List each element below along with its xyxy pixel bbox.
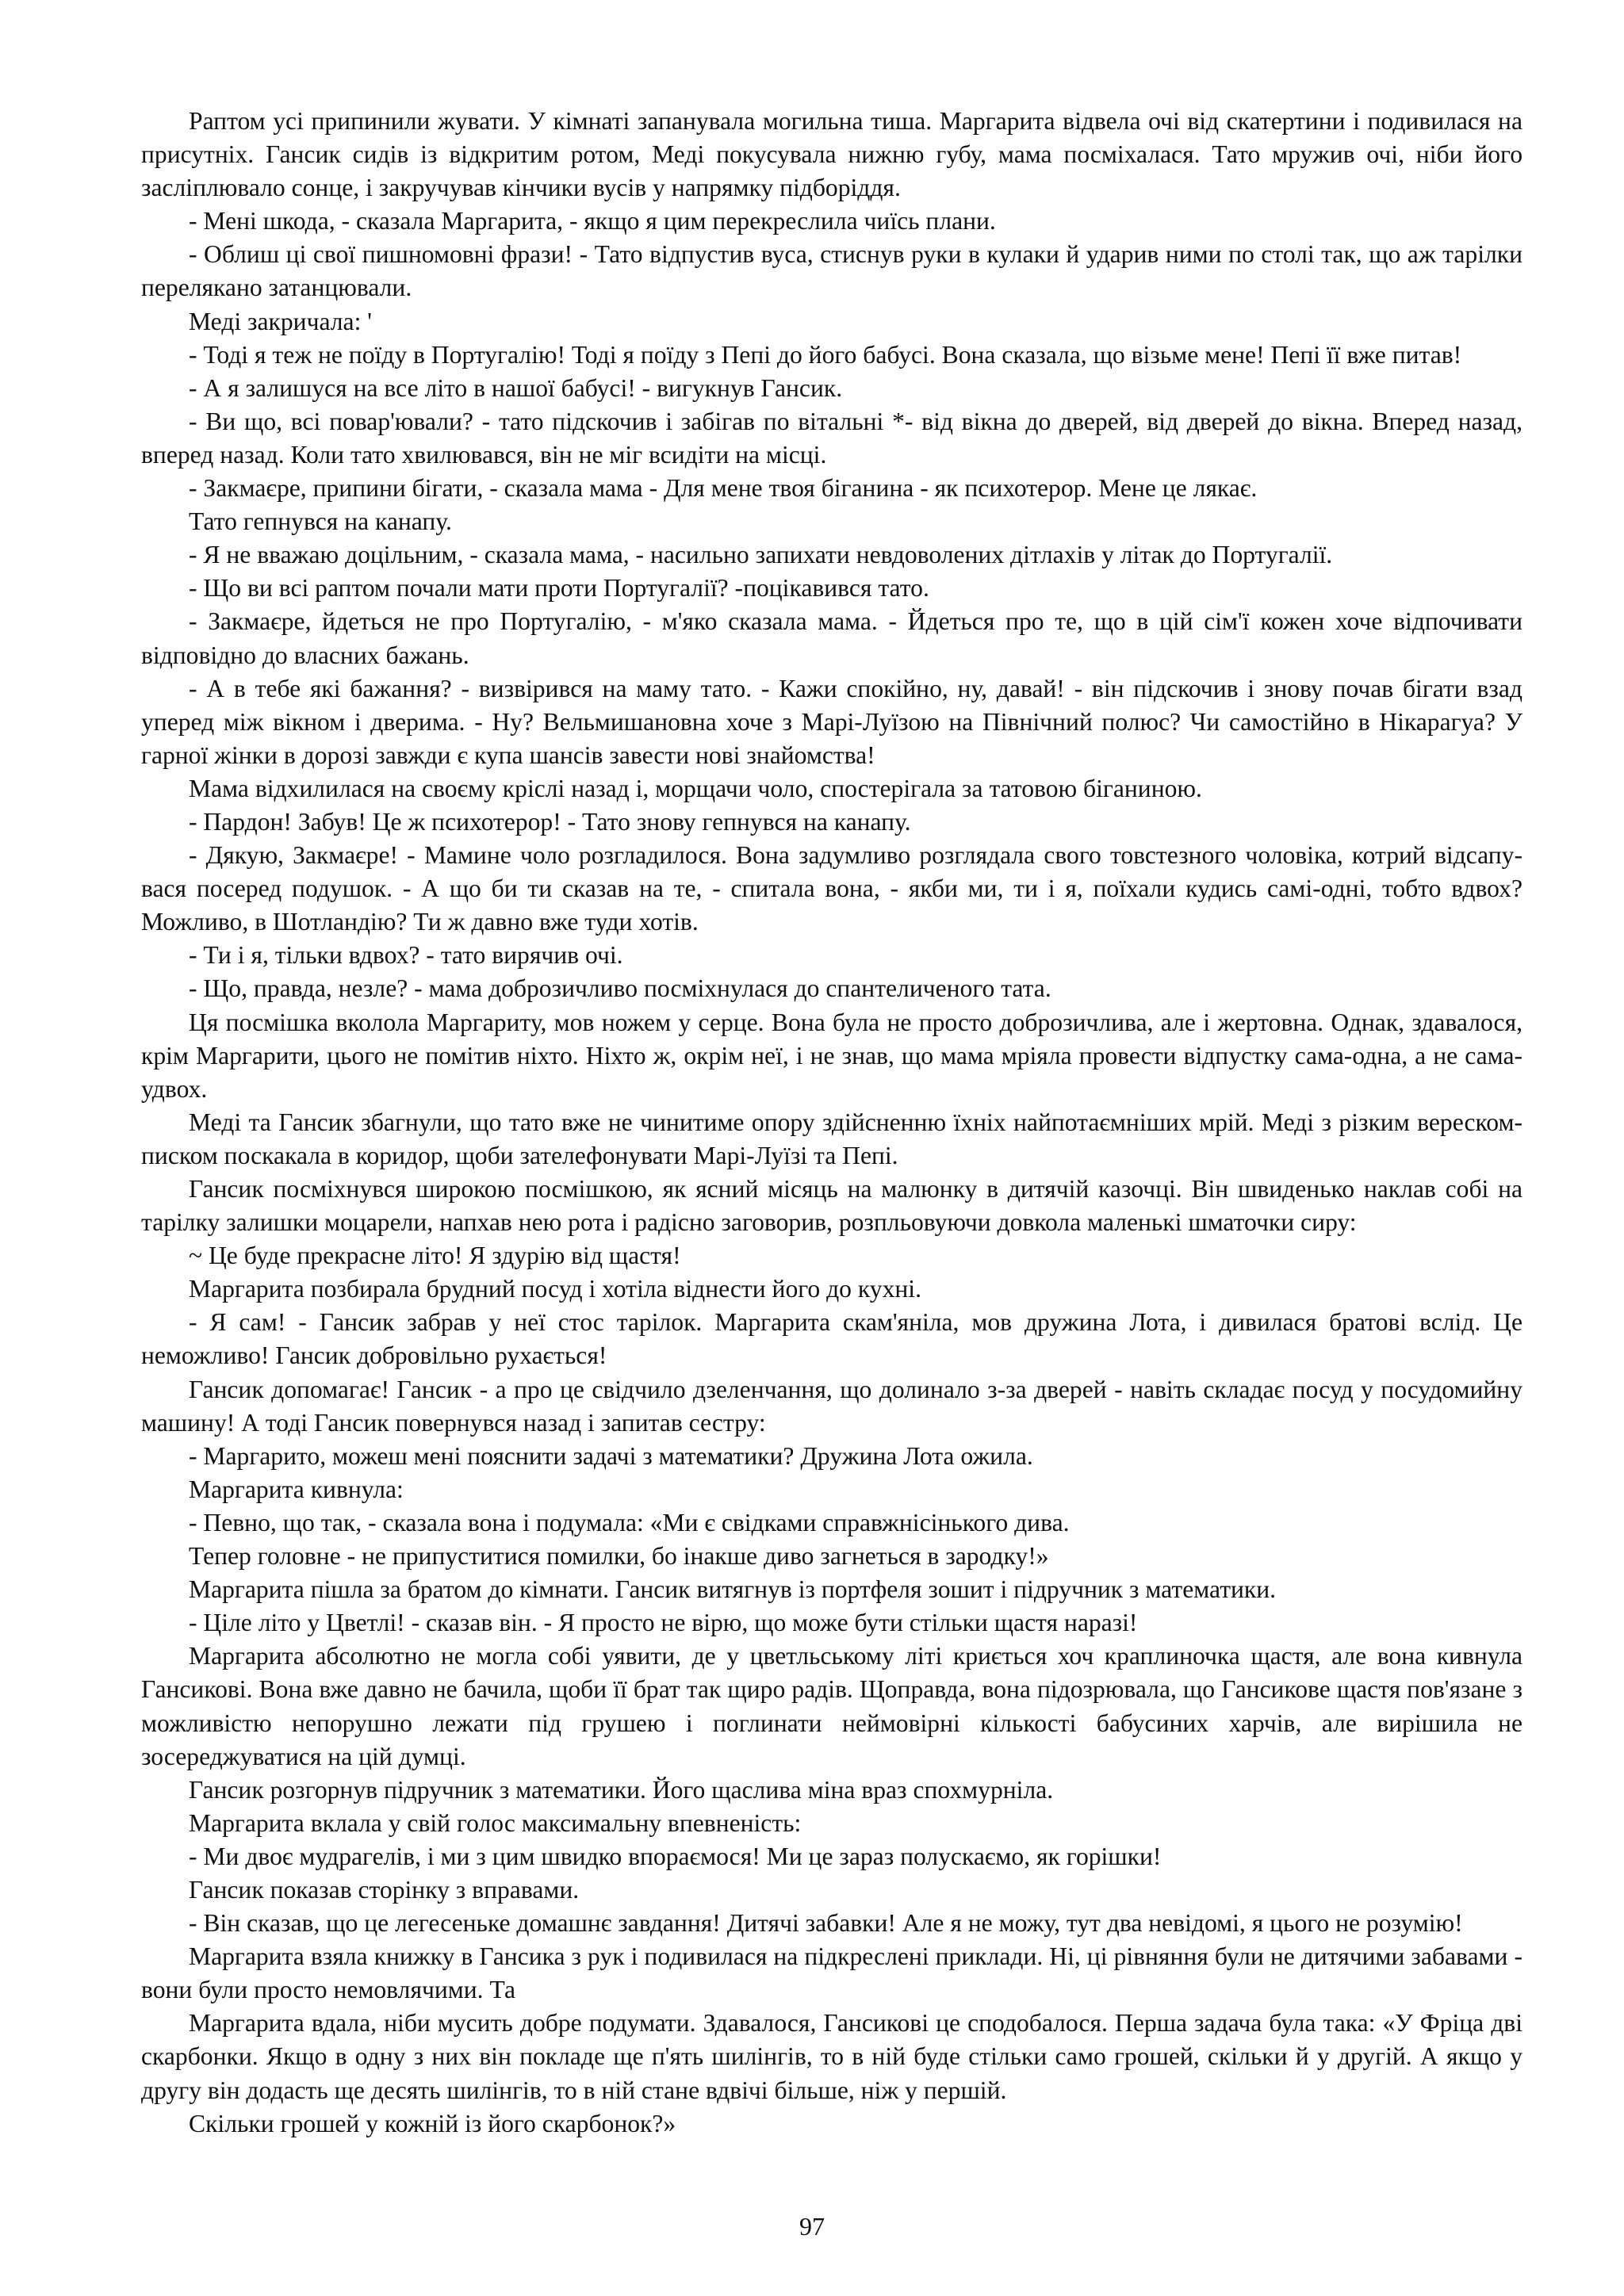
paragraph: - Що ви всі раптом почали мати проти Португалії? -поцікавився тато. — [189, 574, 929, 603]
paragraph: - Я сам! - Гансик забрав у неї стос тарілок. Маргарита скам'яніла, мов дружина Лота, і дивилася братові вслід. Це неможливо! Гансик добровільно рухається! — [141, 1308, 1522, 1370]
paragraph: Маргарита позбирала брудний посуд і хотіла віднести його до кухні. — [189, 1275, 921, 1303]
paragraph: - А я залишуся на все літо в нашої бабусі! - вигукнув Гансик. — [189, 373, 843, 402]
paragraph: - Закмаєре, припини бігати, - сказала мама - Для мене твоя біганина - як психотерор. Мене це лякає. — [189, 474, 1258, 503]
paragraph: - Я не вважаю доцільним, - сказала мама, - насильно запихати невдоволених дітлахів у літак до Португалії. — [189, 541, 1333, 569]
paragraph: - Пардон! Забув! Це ж психотерор! - Тато знову гепнувся на канапу. — [189, 807, 911, 836]
paragraph: Меді закричала: ' — [189, 307, 372, 335]
paragraph: - Закмаєре, йдеться не про Португалію, - м'яко сказала мама. - Йдеться про те, що в цій сім'ї кожен хоче відпочивати відповідно до власних бажань. — [141, 607, 1522, 669]
paragraph: - Тоді я теж не поїду в Португалію! Тоді я поїду з Пепі до його бабусі. Вона сказала, що візьме мене! Пепі її вже питав! — [189, 340, 1462, 369]
paragraph: - Дякую, Закмаєре! - Мамине чоло розгладилося. Вона задумливо розглядала свого товстезного чоловіка, котрий відсапу-вася посеред подушок. - А що би ти сказав на те, - спитала вона, - якби ми, ти і я, поїхали кудись самі-одні, тобто вдвох? Можливо, в Шотландію? Ти ж давно вже туди хотів. — [141, 841, 1522, 936]
paragraph: - А в тебе які бажання? - визвірився на маму тато. - Кажи спокійно, ну, давай! - він підскочив і знову почав бігати взад уперед між вікном і дверима. - Ну? Вельмишановна хоче з Марі-Луїзою на Північний полюс? Чи самостійно в Нікарагуа? У гарної жінки в дорозі завжди є купа шансів завести нові знайомства! — [141, 674, 1522, 769]
paragraph: Маргарита взяла книжку в Гансика з рук і подивилася на підкреслені приклади. Ні, ці рівняння були не дитячими забавами - вони були просто немовлячими. Та — [141, 1942, 1522, 2004]
paragraph: - Певно, що так, - сказала вона і подумала: «Ми є свідками справжнісінького дива. — [189, 1508, 1070, 1536]
paragraph: Тато гепнувся на канапу. — [189, 507, 452, 536]
paragraph: Меді та Гансик збагнули, що тато вже не чинитиме опору здійсненню їхніх найпотаємніших мрій. Меді з різким вереском-писком поскакала в коридор, щоби зателефонувати Марі-Луїзі та Пепі. — [141, 1108, 1522, 1169]
paragraph: ~ Це буде прекрасне літо! Я здурію від щастя! — [189, 1242, 681, 1270]
paragraph: - Маргарито, можеш мені пояснити задачі з математики? Дружина Лота ожила. — [189, 1441, 1033, 1470]
paragraph: Гансик допомагає! Гансик - а про це свідчило дзеленчання, що долинало з-за дверей - навіть складає посуд у посудомийну машину! А тоді Гансик повернувся назад і запитав сестру: — [141, 1375, 1522, 1437]
paragraph: Гансик посміхнувся широкою посмішкою, як ясний місяць на малюнку в дитячій казочці. Він швиденько наклав собі на тарілку залишки моцарели, напхав нею рота і радісно заговорив, розпльовуючи довкола маленькі шматочки сиру: — [141, 1175, 1522, 1237]
paragraph: Маргарита вклала у свій голос максимальну впевненість: — [189, 1808, 802, 1837]
paragraph: - Він сказав, що це легесеньке домашнє завдання! Дитячі забавки! Але я не можу, тут два невідомі, я цього не розумію! — [189, 1909, 1463, 1938]
paragraph: - Ціле літо у Цветлі! - сказав він. - Я просто не вірю, що може бути стільки щастя наразі! — [189, 1609, 1138, 1637]
paragraph: Маргарита абсолютно не могла собі уявити, де у цветльському літі криється хоч краплиночка щастя, але вона кивнула Гансикові. Вона вже давно не бачила, щоби її брат так щиро радів. Щоправда, вона підозрювала, що Гансикове щастя пов'язане з можливістю непорушно лежати під грушею і поглинати неймовірні кількості бабусиних харчів, але вирішила не зосереджуватися на цій думці. — [141, 1642, 1522, 1770]
paragraph: - Ти і я, тільки вдвох? - тато вирячив очі. — [189, 941, 623, 970]
paragraph: Скільки грошей у кожній із його скарбонок?» — [189, 2109, 676, 2137]
paragraph: - Облиш ці свої пишномовні фрази! - Тато відпустив вуса, стиснув руки в кулаки й ударив ними по столі так, що аж тарілки перелякано затанцювали. — [141, 240, 1522, 302]
paragraph: - Що, правда, незле? - мама доброзичливо посміхнулася до спантеличеного тата. — [189, 974, 1051, 1003]
paragraph: Маргарита пішла за братом до кімнати. Гансик витягнув із портфеля зошит і підручник з математики. — [189, 1575, 1277, 1604]
paragraph: Гансик розгорнув підручник з математики. Його щаслива міна враз спохмурніла. — [189, 1775, 1054, 1804]
paragraph: - Ви що, всі повар'ювали? - тато підскочив і забігав по вітальні *- від вікна до дверей, від дверей до вікна. Вперед назад, вперед назад. Коли тато хвилювався, він не міг всидіти на місці. — [141, 407, 1522, 469]
page-body — [141, 105, 1522, 2141]
paragraph: - Ми двоє мудрагелів, і ми з цим швидко впораємося! Ми це зараз полускаємо, як горішки! — [189, 1842, 1162, 1870]
paragraph: Тепер головне - не припуститися помилки, бо інакше диво загнеться в зародку!» — [189, 1542, 1049, 1571]
paragraph: Гансик показав сторінку з вправами. — [189, 1875, 580, 1904]
page-number: 97 — [799, 2212, 825, 2241]
paragraph: - Мені шкода, - сказала Маргарита, - якщо я цим перекреслила чиїсь плани. — [189, 207, 996, 235]
paragraph: Раптом усі припинили жувати. У кімнаті запанувала могильна тиша. Маргарита відвела очі від скатертини і подивилася на присутніх. Гансик сидів із відкритим ротом, Меді покусувала нижню губу, мама посміхалася. Тато мружив очі, ніби його засліплювало сонце, і закручував кінчики вусів у напрямку підборіддя. — [141, 107, 1522, 202]
paragraph: Мама відхилилася на своєму кріслі назад і, морщачи чоло, спостерігала за татовою біганиною. — [189, 774, 1202, 802]
paragraph: Маргарита кивнула: — [189, 1475, 404, 1503]
paragraph: Маргарита вдала, ніби мусить добре подумати. Здавалося, Гансикові це сподобалося. Перша задача була така: «У Фріца дві скарбонки. Якщо в одну з них він покладе ще п'ять шилінгів, то в ній буде стільки само грошей, скільки й у другій. А якщо у другу він додасть ще десять шилінгів, то в ній стане вдвічі більше, ніж у першій. — [141, 2009, 1522, 2104]
paragraph: Ця посмішка вколола Маргариту, мов ножем у серце. Вона була не просто доброзичлива, але і жертовна. Однак, здавалося, крім Маргарити, цього не помітив ніхто. Ніхто ж, окрім неї, і не знав, що мама мріяла провести відпустку сама-одна, а не сама-удвох. — [141, 1008, 1522, 1103]
